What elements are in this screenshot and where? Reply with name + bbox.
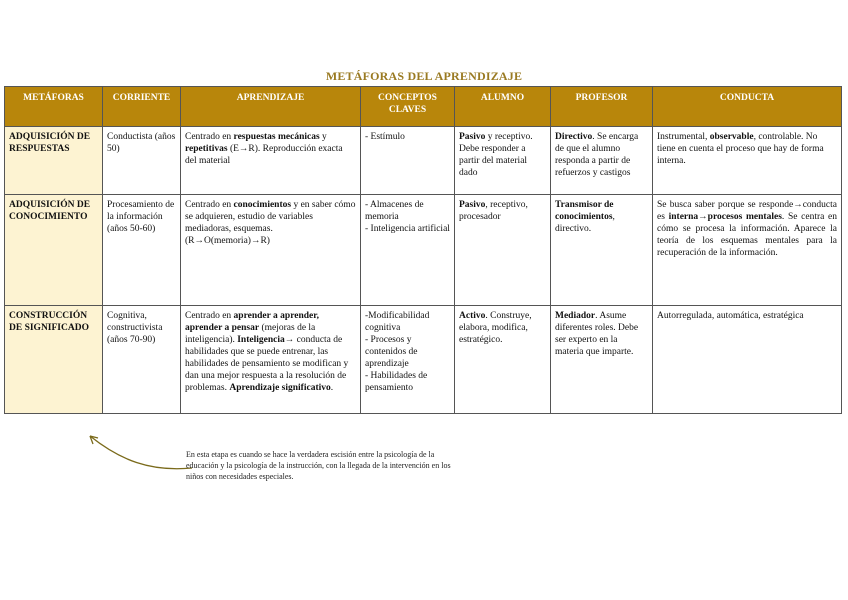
profesor-cell: Directivo. Se encarga de que el alumno responda a partir de refuerzos y castigos (551, 127, 653, 195)
conceptos-cell: -Modificabilidad cognitiva - Procesos y contenidos de aprendizaje - Habilidades de pensamiento (361, 306, 455, 414)
conducta-cell: Se busca saber porque se responde→conducta es interna→procesos mentales. Se centra en cómo se procesa la información. Aparece la teoría de los esquemas mentales para la recuperación de la información. (653, 195, 842, 306)
alumno-cell: Pasivo, receptivo, procesador (455, 195, 551, 306)
table-row (5, 127, 842, 195)
conceptos-cell: - Almacenes de memoria - Inteligencia artificial (361, 195, 455, 306)
alumno-cell: Pasivo y receptivo. Debe responder a partir del material dado (455, 127, 551, 195)
header-conceptos: CONCEPTOS CLAVES (361, 87, 455, 127)
page-title: METÁFORAS DEL APRENDIZAJE (325, 69, 523, 83)
table-row (5, 195, 842, 306)
conceptos-cell: - Estímulo (361, 127, 455, 195)
metaphor-cell: ADQUISICIÓN DE RESPUESTAS (5, 127, 103, 195)
profesor-cell: Mediador. Asume diferentes roles. Debe ser experto en la materia que imparte. (551, 306, 653, 414)
header-corriente: CORRIENTE (103, 87, 181, 127)
conducta-cell: Instrumental, observable, controlable. No tiene en cuenta el proceso que hay de forma interna. (653, 127, 842, 195)
aprendizaje-cell: Centrado en conocimientos y en saber cómo se adquieren, estudio de variables mediadoras, esquemas. (R→O(memoria)→R) (181, 195, 361, 306)
profesor-cell: Transmisor de conocimientos, directivo. (551, 195, 653, 306)
header-metaforas: METÁFORAS (5, 87, 103, 127)
annotation-arrow-icon (80, 430, 200, 475)
metaphors-table (4, 86, 842, 414)
corriente-cell: Cognitiva, constructivista (años 70-90) (103, 306, 181, 414)
metaphor-cell: CONSTRUCCIÓN DE SIGNIFICADO (5, 306, 103, 414)
footnote: En esta etapa es cuando se hace la verdadera escisión entre la psicología de la educación y la psicología de la instrucción, con la llegada de la intervención en los niños con necesidades especiales. (186, 450, 451, 481)
table-row (5, 306, 842, 414)
header-conducta: CONDUCTA (653, 87, 842, 127)
header-profesor: PROFESOR (551, 87, 653, 127)
header-row (5, 87, 842, 127)
corriente-cell: Conductista (años 50) (103, 127, 181, 195)
aprendizaje-cell: Centrado en aprender a aprender, aprender a pensar (mejoras de la inteligencia). Inteligencia→ conducta de habilidades que se puede entrenar, las habilidades de pensamiento se modifican y dan una mejor respuesta a la resolución de problemas. Aprendizaje significativo. (181, 306, 361, 414)
aprendizaje-cell: Centrado en respuestas mecánicas y repetitivas (E→R). Reproducción exacta del material (181, 127, 361, 195)
metaphor-cell: ADQUISICIÓN DE CONOCIMIENTO (5, 195, 103, 306)
corriente-cell: Procesamiento de la información (años 50-60) (103, 195, 181, 306)
alumno-cell: Activo. Construye, elabora, modifica, estratégico. (455, 306, 551, 414)
conducta-cell: Autorregulada, automática, estratégica (653, 306, 842, 414)
header-aprendizaje: APRENDIZAJE (181, 87, 361, 127)
header-alumno: ALUMNO (455, 87, 551, 127)
